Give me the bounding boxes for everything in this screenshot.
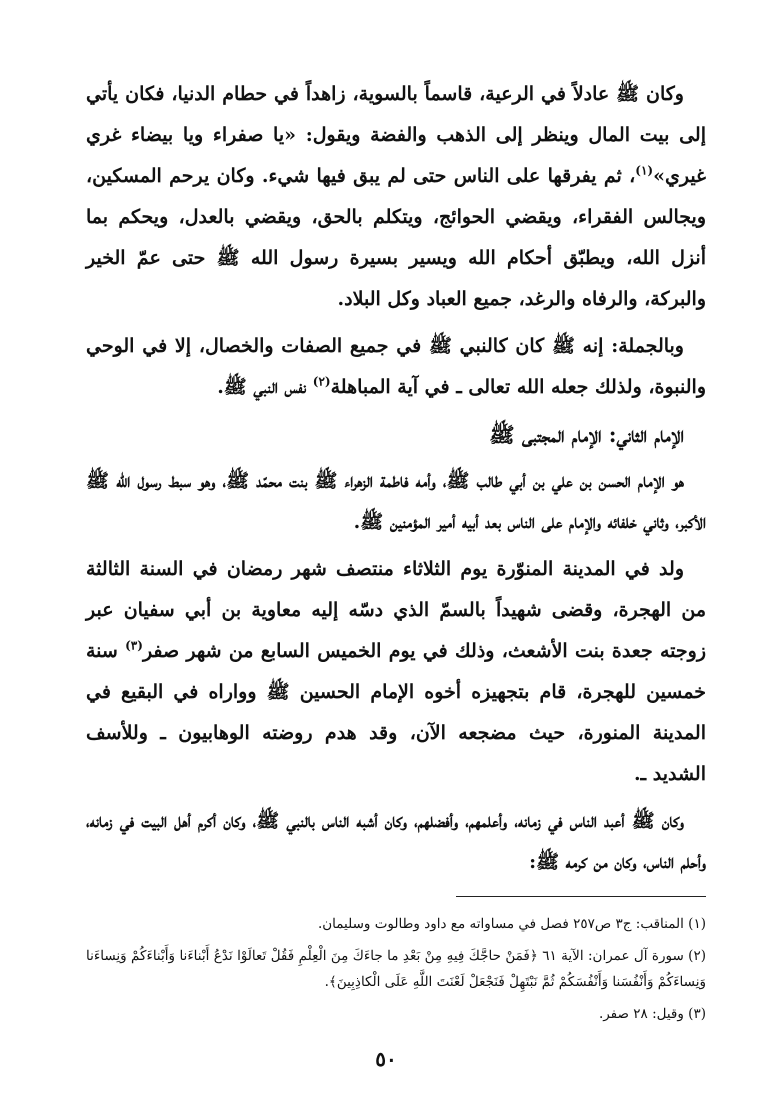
footnote-2: (٢) سورة آل عمران: الآية ٦١ ﴿فَمَنْ حاجَّكَ فِيهِ مِنْ بَعْدِ ما جاءَكَ مِنَ الْعِلْمِ فَقُلْ تَعالَوْا نَدْعُ أَبْناءَنا وَأَبْناءَكُمْ وَنِساءَنا وَنِساءَكُمْ وَأَنْفُسَنا وَأَنْفُسَكُمْ ثُمَّ نَبْتَهِلْ فَنَجْعَلْ لَعْنَتَ اللَّهِ عَلَى الْكاذِبِينَ﴾. xyxy=(86,948,706,990)
section-heading: الإمام الثاني: الإمام المجتبى ﷺ xyxy=(489,422,684,447)
paragraph-summary xyxy=(86,326,706,408)
paragraph-text: ، ثم يفرقها على الناس حتى لم يبق فيها شيء. وكان يرحم المسكين، ويجالس الفقراء، ويقضي الحوائج، ويتكلم بالحق، ويقضي بالعدل، ويحكم بما أنزل الله، ويطبّق أحكام الله ويسير بسيرة رسول الله ﷺ حتى عمّ الخير والبركة، والرفاه والرغد، جميع العباد وكل البلاد. xyxy=(86,165,706,310)
paragraph-virtues: وكان ﷺ أعبد الناس في زمانه، وأعلمهم، وأفضلهم، وكان أشبه الناس بالنبي ﷺ، وكان أكرم أهل البيت في زمانه، وأحلم الناس، وكان من كرمه ﷺ: xyxy=(86,810,706,873)
paragraph-text: وكان ﷺ عادلاً في الرعية، قاسماً بالسوية، زاهداً في حطام الدنيا، فكان يأتي إلى بيت المال وينظر إلى الذهب والفضة ويقول: «يا صفراء ويا بيضاء غري غيري» xyxy=(86,83,706,187)
page-number: ٥٠ xyxy=(375,1047,397,1071)
page-body xyxy=(86,74,706,889)
paragraph-birth-death xyxy=(86,549,706,795)
paragraph-lineage: هو الإمام الحسن بن علي بن أبي طالب ﷺ، وأمه فاطمة الزهراء ﷺ بنت محمّد ﷺ، وهو سبط رسول الله ﷺ الأكبر، وثاني خلفائه والإمام على الناس بعد أبيه أمير المؤمنين ﷺ. xyxy=(86,470,706,533)
paragraph-text: نفس النبي ﷺ. xyxy=(217,376,313,398)
paragraph-justice xyxy=(86,74,706,320)
footnote-divider xyxy=(456,896,706,897)
footnote-ref-1[interactable]: (١) xyxy=(635,163,654,178)
footnote-1: (١) المناقب: ج٣ ص٢٥٧ فصل في مساواته مع داود وطالوت وسليمان. xyxy=(317,916,706,932)
paragraph-text: سنة خمسين للهجرة، قام بتجهيزه أخوه الإمام الحسين ﷺ وواراه في البقيع في المدينة المنورة، حيث مضجعه الآن، وقد هدم روضته الوهابيون ـ وللأسف الشديد ـ. xyxy=(86,640,706,785)
footnote-ref-2[interactable]: (٢) xyxy=(312,374,331,389)
footnote-3: (٣) وقيل: ٢٨ صفر. xyxy=(598,1006,706,1022)
footnotes xyxy=(86,896,706,1033)
paragraph-text: ولد في المدينة المنوّرة يوم الثلاثاء منتصف شهر رمضان في السنة الثالثة من الهجرة، وقضى شهيداً بالسمّ الذي دسّه إليه معاوية بن أبي سفيان عبر زوجته جعدة بنت الأشعث، وذلك في يوم الخميس السابع من شهر صفر xyxy=(86,558,706,662)
paragraph-text: وبالجملة: إنه ﷺ كان كالنبي ﷺ في جميع الصفات والخصال، إلا في الوحي والنبوة، ولذلك جعله الله تعالى ـ في آية المباهلة xyxy=(86,335,706,398)
footnote-ref-3[interactable]: (٣) xyxy=(125,638,143,653)
